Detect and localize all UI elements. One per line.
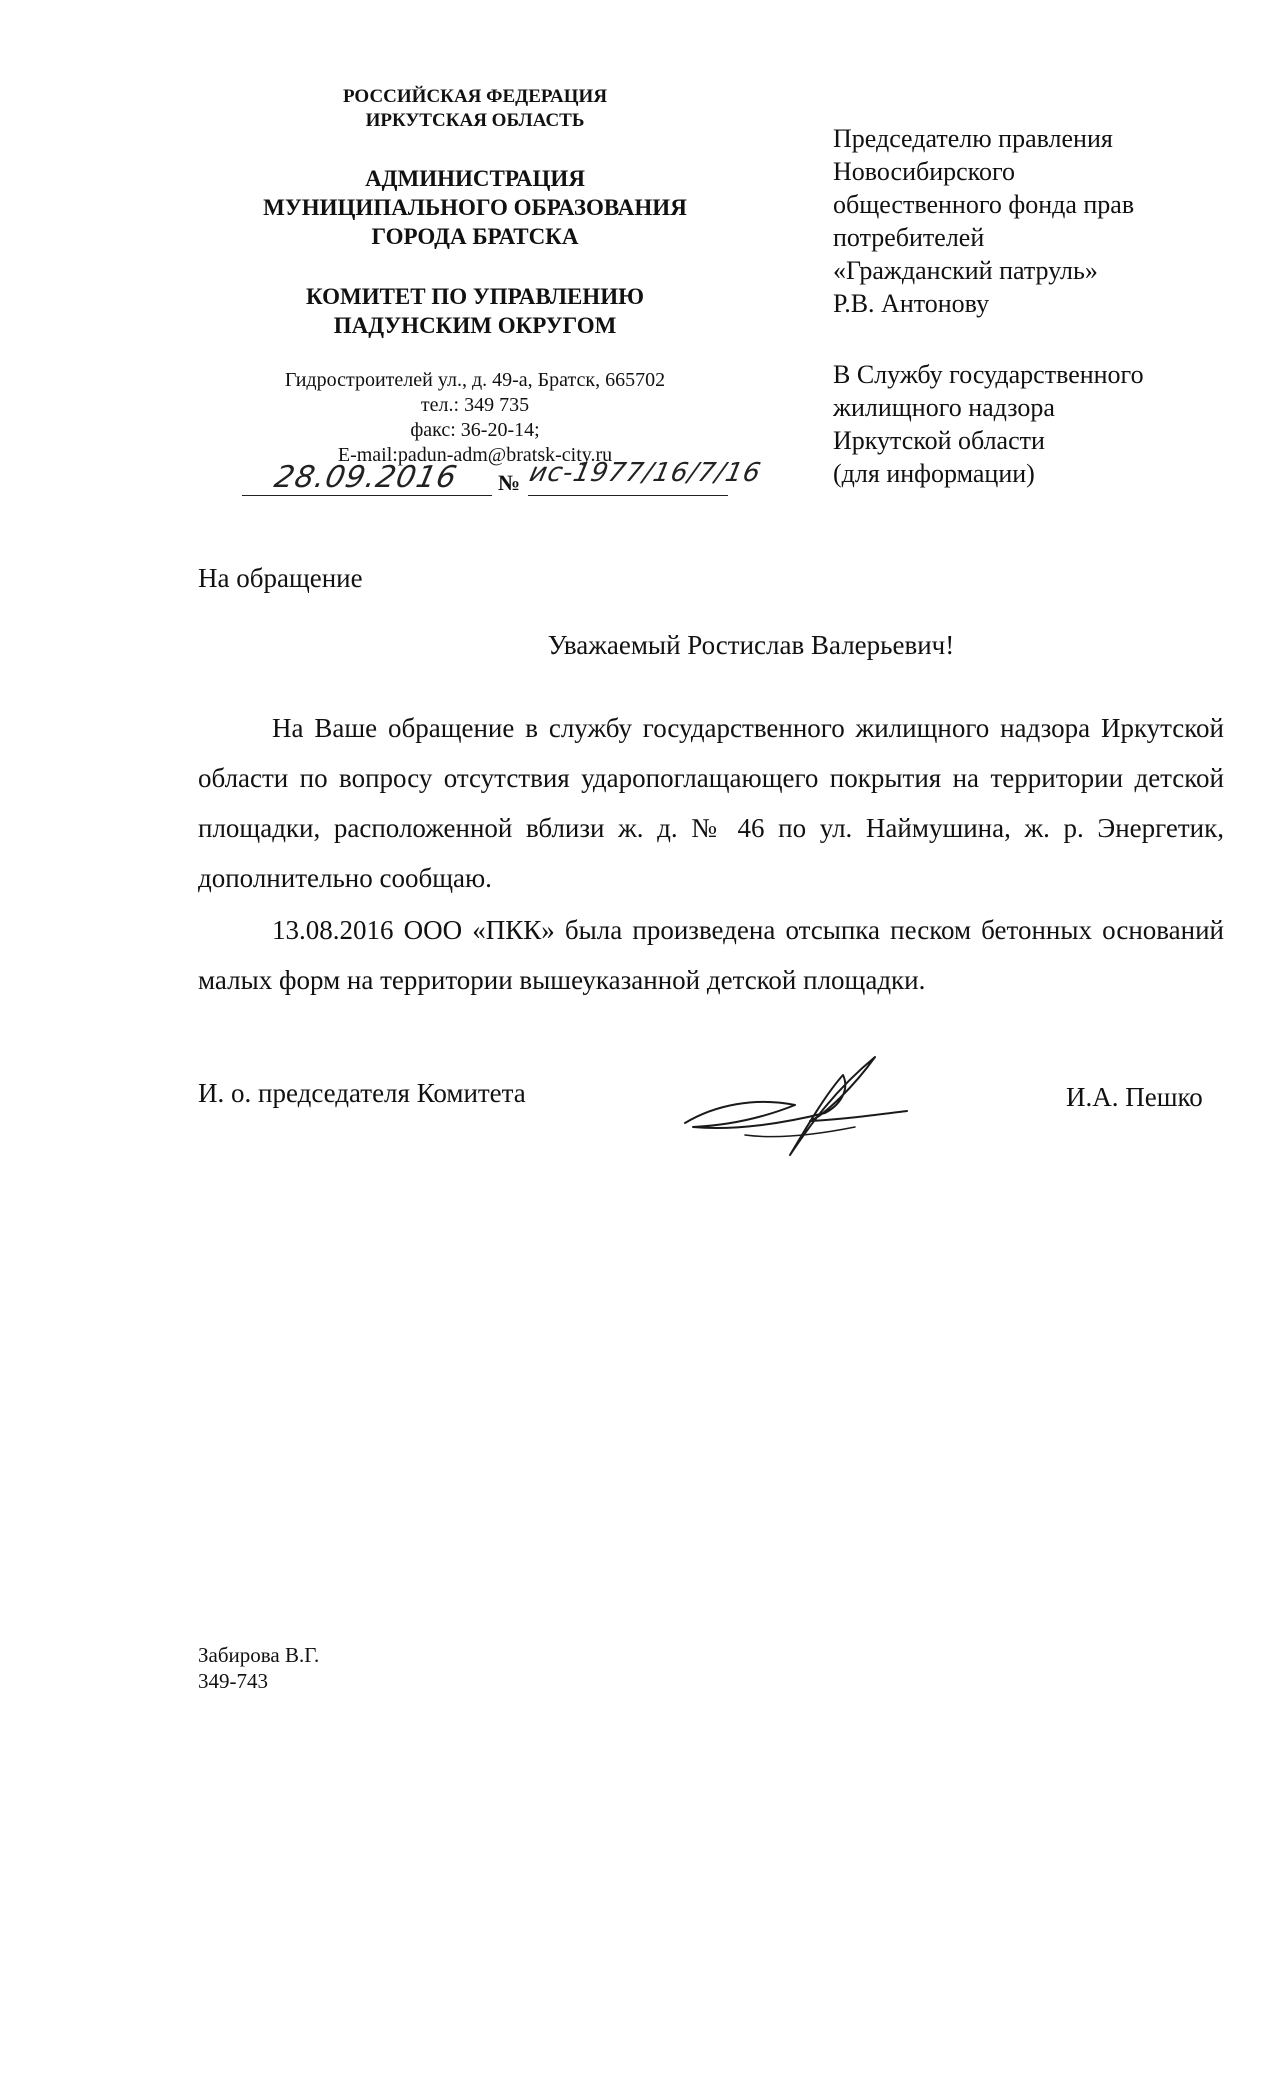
executor-name: Забирова В.Г. xyxy=(198,1643,320,1667)
recipient-first-line: Председателю правления xyxy=(833,124,1113,153)
letter-reference: На обращение xyxy=(198,563,363,593)
recipient-second xyxy=(833,358,1253,490)
recipient-first-line: Р.В. Антонову xyxy=(833,289,990,318)
letter-paragraph-2: 13.08.2016 ООО «ПКК» была произведена отсыпка песком бетонных оснований малых форм на территории вышеуказанной детской площадки. xyxy=(198,915,1224,995)
sender-fax: факс: 36-20-14; xyxy=(410,419,540,441)
sender-phone: тел.: 349 735 xyxy=(420,394,530,416)
sender-region: ИРКУТСКАЯ ОБЛАСТЬ xyxy=(365,110,585,131)
sender-committee-line1: КОМИТЕТ ПО УПРАВЛЕНИЮ xyxy=(305,284,644,309)
sender-country: РОССИЙСКАЯ ФЕДЕРАЦИЯ xyxy=(342,86,608,107)
reg-date: 28.09.2016 xyxy=(271,460,461,495)
sender-committee-line2: ПАДУНСКИМ ОКРУГОМ xyxy=(333,313,617,338)
recipient-second-line: Иркутской области xyxy=(833,426,1045,455)
reg-number-sign: № xyxy=(498,470,521,495)
sender-admin-line1: АДМИНИСТРАЦИЯ xyxy=(365,166,585,191)
sender-admin-line3: ГОРОДА БРАТСКА xyxy=(371,224,579,249)
reg-number: ис-1977/16/7/16 xyxy=(526,458,764,488)
recipient-first-line: «Гражданский патруль» xyxy=(833,256,1098,285)
recipient-second-line: (для информации) xyxy=(833,459,1035,488)
recipient-first-line: потребителей xyxy=(833,223,985,252)
recipient-first-line: Новосибирского xyxy=(833,157,1015,186)
recipient-second-line: В Службу государственного xyxy=(833,360,1144,389)
signature-mark xyxy=(675,1035,915,1170)
recipient-first-line: общественного фонда прав xyxy=(833,190,1135,219)
sender-address: Гидростроителей ул., д. 49-а, Братск, 665702 xyxy=(284,369,666,391)
signature-name: И.А. Пешко xyxy=(1066,1082,1203,1112)
sender-admin-line2: МУНИЦИПАЛЬНОГО ОБРАЗОВАНИЯ xyxy=(263,195,687,220)
sender-email: E-mail:padun-adm@bratsk-city.ru xyxy=(337,444,613,466)
executor-phone: 349-743 xyxy=(198,1669,268,1693)
letter-paragraph-1: На Ваше обращение в службу государственного жилищного надзора Иркутской области по вопросу отсутствия ударопоглащающего покрытия на территории детской площадки, расположенной вблизи ж. д. № 46 по ул. Наймушина, ж. р. Энергетик, дополнительно сообщаю. xyxy=(198,713,1224,893)
letter-salutation: Уважаемый Ростислав Валерьевич! xyxy=(547,630,955,660)
signature-position: И. о. председателя Комитета xyxy=(198,1078,526,1108)
executor-block xyxy=(198,1642,319,1694)
recipient-second-line: жилищного надзора xyxy=(833,393,1055,422)
reg-number-line xyxy=(528,495,728,496)
recipient-first xyxy=(833,122,1253,320)
reg-date-line xyxy=(242,495,492,496)
